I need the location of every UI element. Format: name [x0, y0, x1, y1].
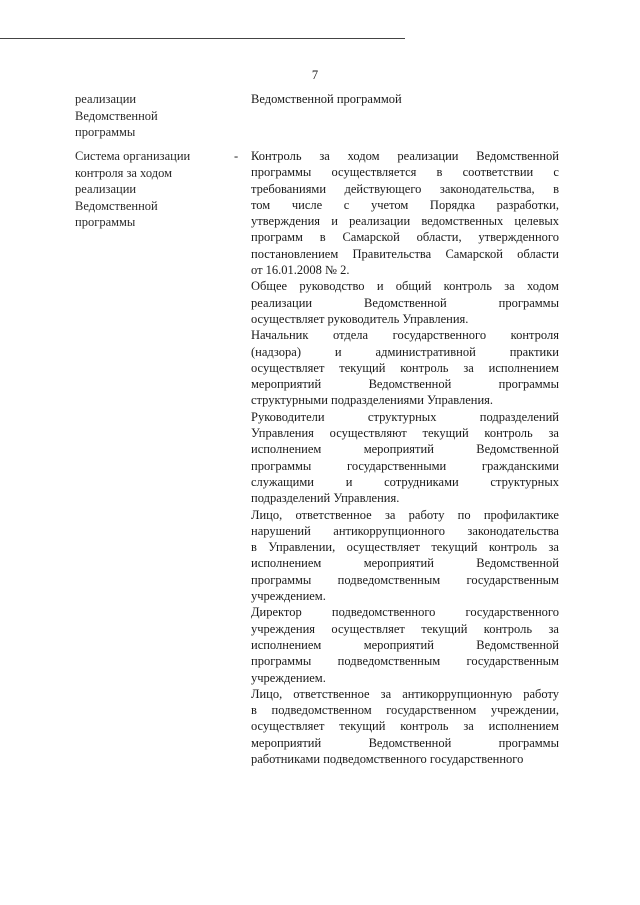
row-label-line: реализации [75, 182, 137, 196]
paragraph-line: реализации Ведомственной программы [251, 295, 559, 310]
paragraph-line: учреждением. [251, 670, 326, 685]
row-label-line: программы [75, 125, 136, 139]
paragraph-line: в Управлении, осуществляет текущий контроль за [251, 540, 559, 555]
paragraph-line: программы осуществляется в соответствии с [251, 165, 559, 180]
paragraph-line: требованиями действующего законодательства, в [251, 181, 559, 196]
paragraph-line: осуществляет текущий контроль за исполнением [251, 719, 559, 734]
paragraph [251, 604, 559, 685]
paragraph-line: программы государственными гражданскими [251, 458, 559, 473]
paragraph-line: Начальник отдела государственного контроля [251, 328, 559, 343]
paragraph [251, 148, 559, 278]
row-label-cell [75, 91, 235, 141]
row-label-line: программы [75, 215, 136, 229]
paragraph-line: осуществляет руководитель Управления. [251, 311, 469, 326]
row-content-cell [251, 148, 559, 767]
paragraph-line: (надзора) и административной практики [251, 344, 559, 359]
paragraph [251, 686, 559, 767]
paragraph-line: от 16.01.2008 № 2. [251, 263, 350, 278]
row-label-line: контроля за ходом [75, 165, 172, 180]
paragraph [251, 507, 559, 605]
paragraph-line: программ в Самарской области, утвержденного [251, 230, 559, 245]
paragraph-line: исполнением мероприятий Ведомственной [251, 442, 559, 457]
paragraph-line: постановлением Правительства Самарской области [251, 246, 559, 261]
row-content-line: Ведомственной программой [251, 92, 402, 106]
paragraph-line: мероприятий Ведомственной программы [251, 735, 559, 750]
paragraph-line: Контроль за ходом реализации Ведомственной [251, 149, 559, 163]
paragraph-line: работниками подведомственного государственного [251, 751, 524, 766]
paragraph-line: утверждения и реализации ведомственных целевых [251, 214, 559, 229]
paragraph-line: Лицо, ответственное за работу по профилактике [251, 507, 559, 522]
top-rule [0, 38, 405, 39]
paragraph [251, 409, 559, 507]
paragraph-line: служащими и сотрудниками структурных [251, 474, 559, 489]
paragraph-line: Руководители структурных подразделений [251, 409, 559, 424]
paragraph-line: исполнением мероприятий Ведомственной [251, 637, 559, 652]
paragraph-line: том числе с учетом Порядка разработки, [251, 197, 559, 212]
row-label-line: Ведомственной [75, 108, 158, 123]
row-label-cell [75, 148, 235, 231]
paragraph-line: Лицо, ответственное за антикоррупционную работу [251, 686, 559, 701]
paragraph-line: в подведомственном государственном учреждении, [251, 703, 559, 718]
paragraph-line: мероприятий Ведомственной программы [251, 377, 559, 392]
row-content-cell [251, 91, 559, 107]
paragraph [251, 278, 559, 327]
row-label-line: реализации [75, 92, 137, 106]
paragraph-line: Общее руководство и общий контроль за ходом [251, 279, 559, 294]
paragraph-line: осуществляет текущий контроль за исполнением [251, 360, 559, 375]
paragraph-line: программы подведомственным государственным [251, 572, 559, 587]
list-dash: - [234, 149, 239, 163]
paragraph-line: исполнением мероприятий Ведомственной [251, 556, 559, 571]
paragraph-line: подразделений Управления. [251, 491, 400, 506]
paragraph-line: программы подведомственным государственным [251, 654, 559, 669]
paragraph-line: структурными подразделениями Управления. [251, 393, 494, 408]
paragraph-line: учреждением. [251, 589, 326, 604]
paragraph-line: Директор подведомственного государственного [251, 605, 559, 620]
paragraph-line: Управления осуществляют текущий контроль за [251, 426, 559, 441]
paragraph-line: учреждения осуществляет текущий контроль за [251, 621, 559, 636]
paragraph [251, 327, 559, 408]
page-number: 7 [311, 68, 319, 82]
paragraph-line: нарушений антикоррупционного законодательства [251, 523, 559, 538]
row-label-line: Система организации [75, 149, 191, 163]
row-label-line: Ведомственной [75, 198, 158, 213]
